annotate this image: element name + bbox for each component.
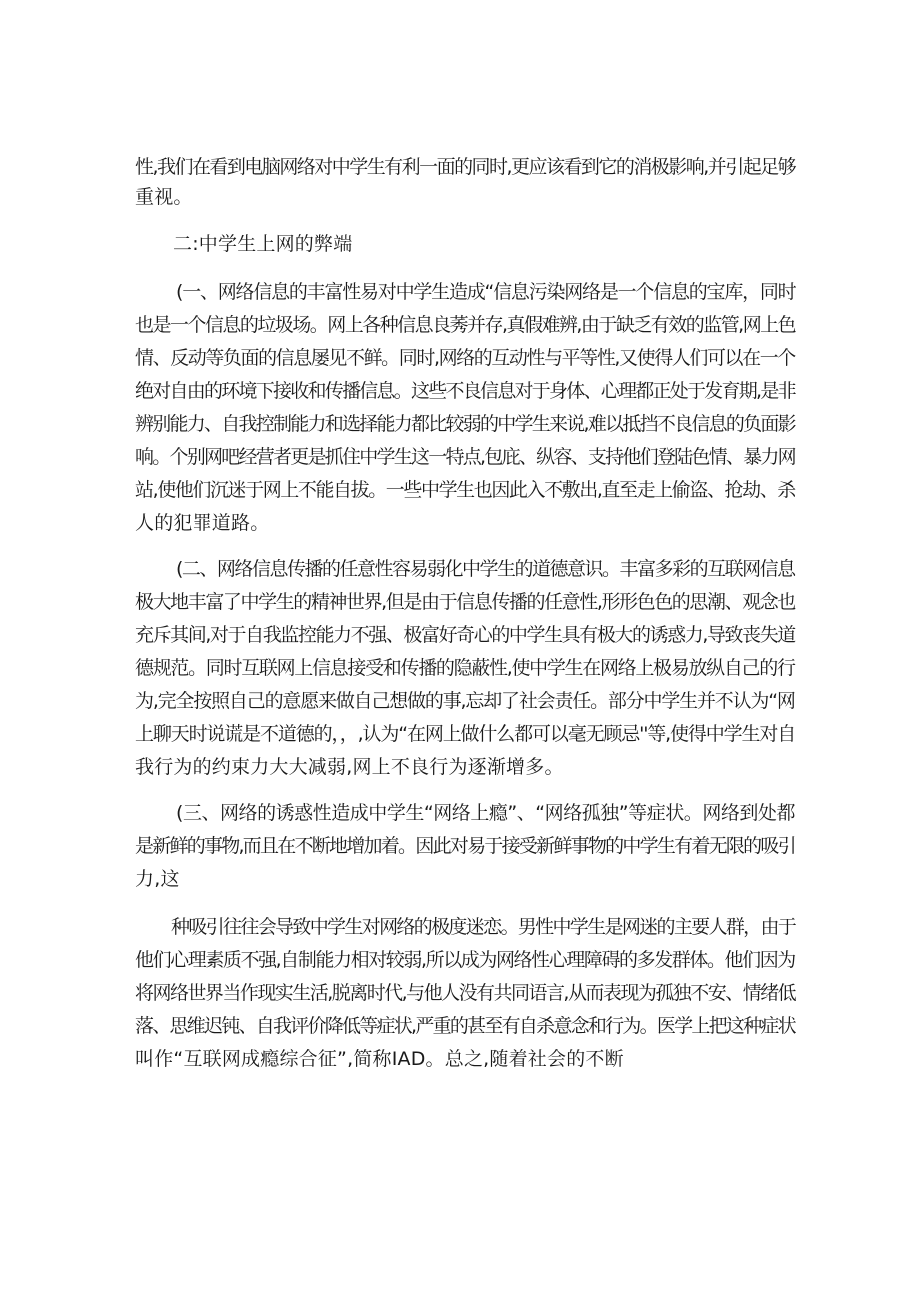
paragraph-2-line-3: 充斥其间,对于自我监控能力不强、极富好奇心的中学生具有极大的诱惑力,导致丧失道 [135, 624, 795, 646]
paragraph-1-line-5: 辨别能力、自我控制能力和选择能力都比较弱的中学生来说,难以抵挡不良信息的负面影 [135, 413, 795, 435]
paragraph-4-line-5: 叫作“互联网成瘾综合征”,简称IAD。总之,随着社会的不断 [135, 1048, 624, 1070]
paragraph-3-line-3: 力,这 [135, 868, 180, 890]
intro-line-2: 重视。 [135, 186, 193, 208]
paragraph-2-line-7: 我行为的约束力大大减弱,网上不良行为逐渐增多。 [135, 756, 564, 778]
paragraph-1-line-8: 人的犯罪道路。 [135, 512, 270, 534]
paragraph-4-line-1: 种吸引往往会导致中学生对网络的极度迷恋。男性中学生是网迷的主要人群，由于 [171, 916, 796, 938]
paragraph-4-line-2: 他们心理素质不强,自制能力相对较弱,所以成为网络性心理障碍的多发群体。他们因为 [135, 949, 795, 971]
intro-line-1: 性,我们在看到电脑网络对中学生有利一面的同时,更应该看到它的消极影响,并引起足够 [135, 156, 796, 178]
paragraph-2-line-2: 极大地丰富了中学生的精神世界,但是由于信息传播的任意性,形形色色的思潮、观念也 [135, 591, 795, 613]
paragraph-2-line-4: 德规范。同时互联网上信息接受和传播的隐蔽性,使中学生在网络上极易放纵自己的行 [135, 657, 795, 679]
paragraph-1-line-2: 也是一个信息的垃圾场。网上各种信息良莠并存,真假难辨,由于缺乏有效的监管,网上色 [135, 314, 796, 336]
paragraph-1-line-3: 情、反动等负面的信息屡见不鲜。同时,网络的互动性与平等性,又使得人们可以在一个 [135, 347, 795, 369]
paragraph-1-line-7: 站,使他们沉迷于网上不能自拔。一些中学生也因此入不敷出,直至走上偷盗、抢劫、杀 [135, 479, 795, 501]
paragraph-2-line-6: 上聊天时说谎是不道德的，，,认为“在网上做什么都可以毫无顾忌''等,使得中学生对自 [135, 723, 796, 745]
paragraph-4-line-4: 落、思维迟钝、自我评价降低等症状,严重的甚至有自杀意念和行为。医学上把这种症状 [135, 1015, 795, 1037]
paragraph-1-line-6: 响。个别网吧经营者更是抓住中学生这一特点,包庇、纵容、支持他们登陆色情、暴力网 [135, 446, 795, 468]
paragraph-3-line-1: (三、网络的诱惑性造成中学生“网络上瘾”、“网络孤独”等症状。网络到处都 [176, 802, 795, 824]
paragraph-1-line-1: (一、网络信息的丰富性易对中学生造成“信息污染网络是一个信息的宝库，同时 [176, 281, 796, 303]
paragraph-2-line-1: (二、网络信息传播的任意性容易弱化中学生的道德意识。丰富多彩的互联网信息 [176, 558, 795, 580]
section-heading: 二:中学生上网的弊端 [173, 233, 353, 255]
paragraph-2-line-5: 为,完全按照自己的意愿来做自己想做的事,忘却了社会责任。部分中学生并不认为“网 [135, 690, 795, 712]
paragraph-4-line-3: 将网络世界当作现实生活,脱离时代,与他人没有共同语言,从而表现为孤独不安、情绪低 [135, 982, 796, 1004]
paragraph-3-line-2: 是新鲜的事物,而且在不断地增加着。因此对易于接受新鲜事物的中学生有着无限的吸引 [135, 835, 795, 857]
paragraph-1-line-4: 绝对自由的环境下接收和传播信息。这些不良信息对于身体、心理都正处于发育期,是非 [135, 380, 795, 402]
